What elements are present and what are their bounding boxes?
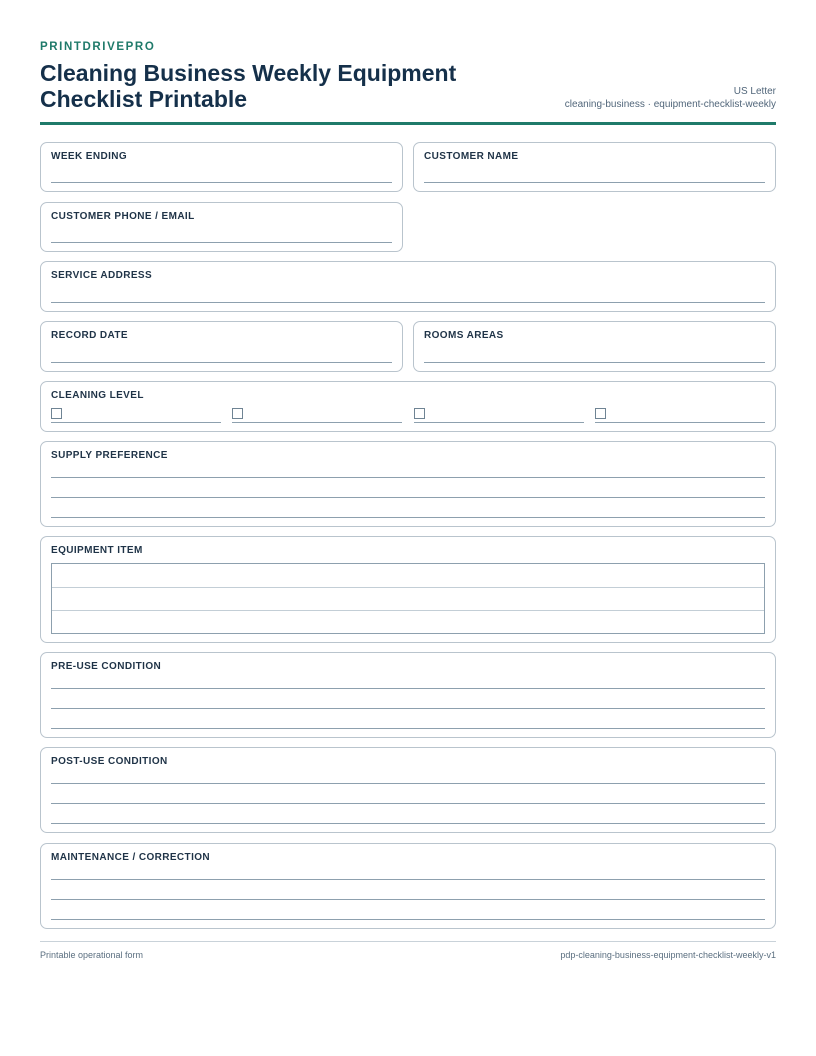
document-meta xyxy=(565,85,776,111)
option-write-line[interactable] xyxy=(595,422,765,423)
header-divider xyxy=(40,122,776,125)
write-line[interactable] xyxy=(51,879,765,880)
write-line[interactable] xyxy=(51,803,765,804)
write-line[interactable] xyxy=(51,688,765,689)
supply-preference-label: SUPPLY PREFERENCE xyxy=(51,450,168,461)
page-title: Cleaning Business Weekly Equipment Checklist Printable xyxy=(40,60,457,112)
customer-contact-label: CUSTOMER PHONE / EMAIL xyxy=(51,211,195,222)
supply-preference-field[interactable] xyxy=(40,441,776,527)
service-address-label: SERVICE ADDRESS xyxy=(51,270,153,281)
cleaning-level-option-4[interactable] xyxy=(595,408,765,424)
rooms-areas-write-line[interactable] xyxy=(424,362,765,363)
customer-name-write-line[interactable] xyxy=(424,182,765,183)
rooms-areas-label: ROOMS AREAS xyxy=(424,330,504,341)
write-line[interactable] xyxy=(51,919,765,920)
write-line[interactable] xyxy=(51,497,765,498)
brand-name: PRINTDRIVEPRO xyxy=(40,41,156,53)
write-line[interactable] xyxy=(51,517,765,518)
customer-contact-write-line[interactable] xyxy=(51,242,392,243)
record-date-field[interactable] xyxy=(40,321,403,372)
footer-form-id: pdp-cleaning-business-equipment-checklist-weekly-v1 xyxy=(560,950,776,960)
service-address-write-line[interactable] xyxy=(51,302,765,303)
maintenance-correction-label: MAINTENANCE / CORRECTION xyxy=(51,852,211,863)
checkbox[interactable] xyxy=(595,408,606,419)
option-write-line[interactable] xyxy=(51,422,221,423)
post-use-condition-label: POST-USE CONDITION xyxy=(51,756,168,767)
cleaning-level-option-1[interactable] xyxy=(51,408,221,424)
pre-use-condition-field[interactable] xyxy=(40,652,776,738)
option-write-line[interactable] xyxy=(232,422,402,423)
cleaning-level-label: CLEANING LEVEL xyxy=(51,390,144,401)
write-line[interactable] xyxy=(51,708,765,709)
table-row-divider xyxy=(52,610,764,611)
service-address-field[interactable] xyxy=(40,261,776,312)
table-row-divider xyxy=(52,587,764,588)
rooms-areas-field[interactable] xyxy=(413,321,776,372)
checkbox[interactable] xyxy=(232,408,243,419)
week-ending-field[interactable] xyxy=(40,142,403,192)
record-date-label: RECORD DATE xyxy=(51,330,128,341)
checkbox[interactable] xyxy=(51,408,62,419)
write-line[interactable] xyxy=(51,783,765,784)
paper-size: US Letter xyxy=(733,86,776,97)
customer-contact-field[interactable] xyxy=(40,202,403,252)
week-ending-label: WEEK ENDING xyxy=(51,151,128,162)
cleaning-level-option-3[interactable] xyxy=(414,408,584,424)
cleaning-level-option-2[interactable] xyxy=(232,408,402,424)
pre-use-condition-label: PRE-USE CONDITION xyxy=(51,661,162,672)
equipment-item-field xyxy=(40,536,776,643)
customer-name-field[interactable] xyxy=(413,142,776,192)
write-line[interactable] xyxy=(51,823,765,824)
checkbox[interactable] xyxy=(414,408,425,419)
equipment-item-table[interactable] xyxy=(51,563,765,634)
document-slug: cleaning-business · equipment-checklist-weekly xyxy=(564,99,776,110)
maintenance-correction-field[interactable] xyxy=(40,843,776,929)
write-line[interactable] xyxy=(51,728,765,729)
footer-divider xyxy=(40,941,776,942)
write-line[interactable] xyxy=(51,899,765,900)
post-use-condition-field[interactable] xyxy=(40,747,776,833)
write-line[interactable] xyxy=(51,477,765,478)
footer-form-type: Printable operational form xyxy=(40,950,144,960)
cleaning-level-field xyxy=(40,381,776,432)
record-date-write-line[interactable] xyxy=(51,362,392,363)
option-write-line[interactable] xyxy=(414,422,584,423)
equipment-item-label: EQUIPMENT ITEM xyxy=(51,545,143,556)
customer-name-label: CUSTOMER NAME xyxy=(424,151,519,162)
week-ending-write-line[interactable] xyxy=(51,182,392,183)
